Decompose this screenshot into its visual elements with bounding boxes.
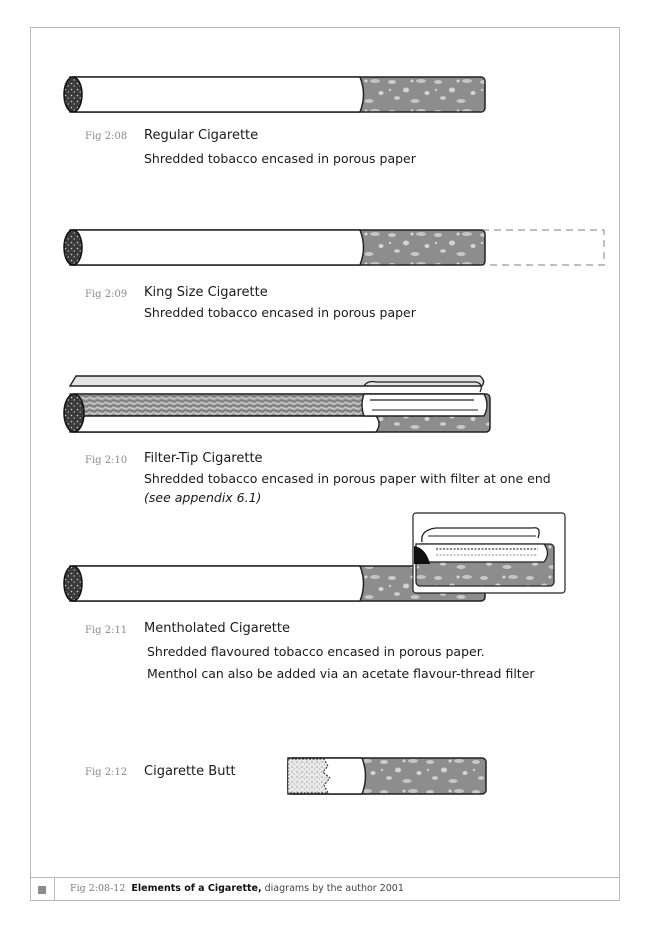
figure-description: Menthol can also be added via an acetate flavour-thread filter: [147, 666, 535, 681]
fig-label: Fig 2:12: [85, 767, 128, 778]
mentholated-cigarette-diagram: [64, 512, 568, 606]
figure-title: King Size Cigarette: [144, 285, 268, 300]
figure-description: Shredded tobacco encased in porous paper with filter at one end: [144, 471, 551, 486]
figure-title: Regular Cigarette: [144, 128, 259, 143]
regular-cigarette-diagram: [64, 76, 488, 116]
figure-title: Cigarette Butt: [144, 764, 236, 779]
cigarette-butt-diagram: [286, 756, 490, 798]
figure-title: Mentholated Cigarette: [144, 621, 290, 636]
filter-tip-cigarette-diagram: [64, 372, 496, 438]
footer-title: Elements of a Cigarette,: [131, 883, 262, 894]
footer-divider: [54, 878, 55, 901]
footer-credit: diagrams by the author 2001: [264, 883, 404, 894]
figure-description: Shredded flavoured tobacco encased in porous paper.: [147, 644, 485, 659]
figure-description: Shredded tobacco encased in porous paper: [144, 305, 416, 320]
king-size-cigarette-diagram: [64, 229, 608, 269]
fig-label: Fig 2:09: [85, 289, 128, 300]
fig-label: Fig 2:10: [85, 455, 128, 466]
appendix-note: (see appendix 6.1): [144, 490, 262, 505]
figure-title: Filter-Tip Cigarette: [144, 451, 263, 466]
footer-square-icon: [38, 886, 46, 894]
footer: [30, 877, 620, 901]
fig-label: Fig 2:08: [85, 131, 128, 142]
fig-label: Fig 2:11: [85, 625, 128, 636]
figure-description: Shredded tobacco encased in porous paper: [144, 151, 416, 166]
footer-fig-label: Fig 2:08-12: [70, 883, 126, 894]
footer-caption: [70, 883, 404, 894]
